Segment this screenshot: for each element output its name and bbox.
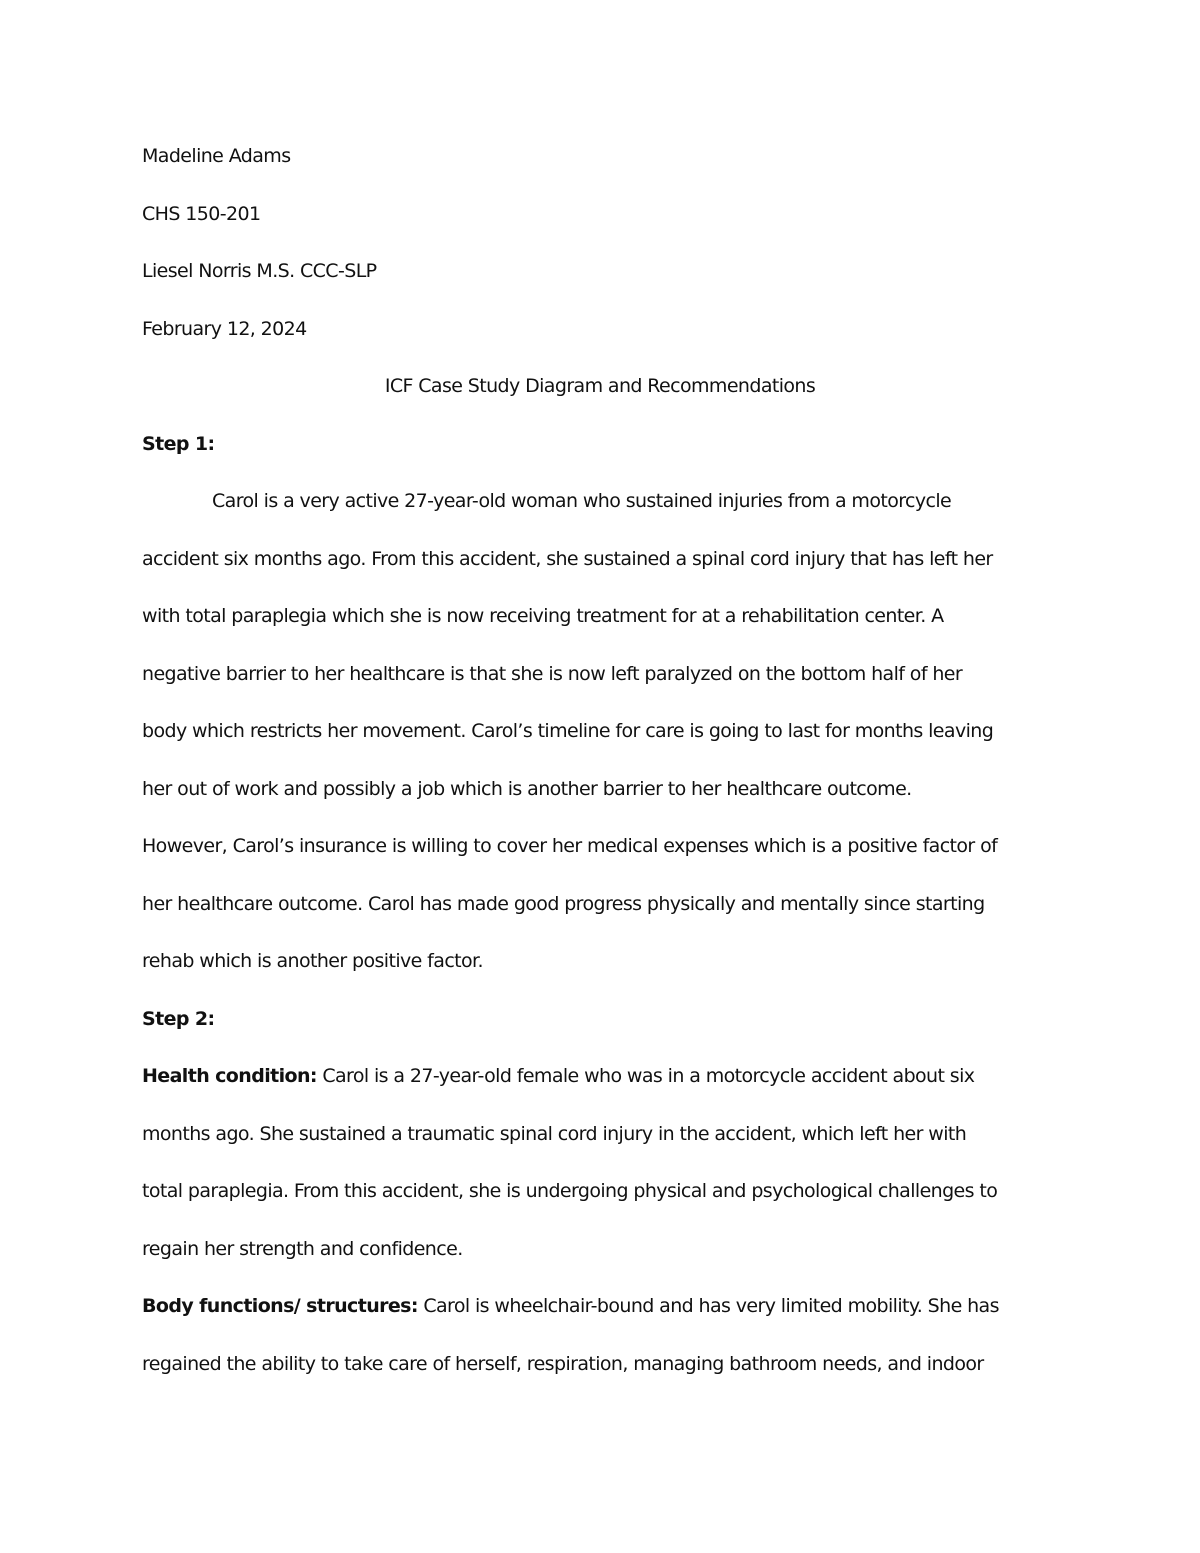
health-condition-paragraph-line: regain her strength and confidence. — [142, 1238, 463, 1260]
step1-paragraph-line: body which restricts her movement. Carol’s timeline for care is going to last for months leaving — [142, 720, 994, 742]
instructor-name: Liesel Norris M.S. CCC-SLP — [142, 260, 377, 282]
author-name: Madeline Adams — [142, 145, 291, 167]
step1-heading: Step 1: — [142, 433, 215, 455]
document-date: February 12, 2024 — [142, 318, 307, 340]
step1-paragraph-line: her healthcare outcome. Carol has made good progress physically and mentally since starting — [142, 893, 985, 915]
step1-paragraph-line: negative barrier to her healthcare is that she is now left paralyzed on the bottom half of her — [142, 663, 963, 685]
body-functions-paragraph-line: regained the ability to take care of herself, respiration, managing bathroom needs, and indoor — [142, 1353, 984, 1375]
body-functions-text: Carol is wheelchair-bound and has very limited mobility. She has — [417, 1295, 999, 1317]
body-functions-label: Body functions/ structures: — [142, 1295, 418, 1317]
body-functions-line — [142, 1294, 999, 1318]
step1-paragraph-line: rehab which is another positive factor. — [142, 950, 483, 972]
health-condition-line — [142, 1064, 974, 1088]
step1-paragraph-line: her out of work and possibly a job which is another barrier to her healthcare outcome. — [142, 778, 912, 800]
health-condition-paragraph-line: months ago. She sustained a traumatic spinal cord injury in the accident, which left her with — [142, 1123, 967, 1145]
health-condition-label: Health condition: — [142, 1065, 317, 1087]
step1-paragraph-line: However, Carol’s insurance is willing to cover her medical expenses which is a positive factor of — [142, 835, 998, 857]
step2-heading: Step 2: — [142, 1008, 215, 1030]
step1-paragraph-line: with total paraplegia which she is now receiving treatment for at a rehabilitation center. A — [142, 605, 944, 627]
course-code: CHS 150-201 — [142, 203, 261, 225]
step1-paragraph-line: Carol is a very active 27-year-old woman who sustained injuries from a motorcycle — [212, 490, 952, 512]
document-title: ICF Case Study Diagram and Recommendations — [384, 375, 816, 397]
step1-paragraph-line: accident six months ago. From this accident, she sustained a spinal cord injury that has left her — [142, 548, 993, 570]
health-condition-paragraph-line: total paraplegia. From this accident, she is undergoing physical and psychological challenges to — [142, 1180, 998, 1202]
health-condition-text: Carol is a 27-year-old female who was in a motorcycle accident about six — [316, 1065, 975, 1087]
